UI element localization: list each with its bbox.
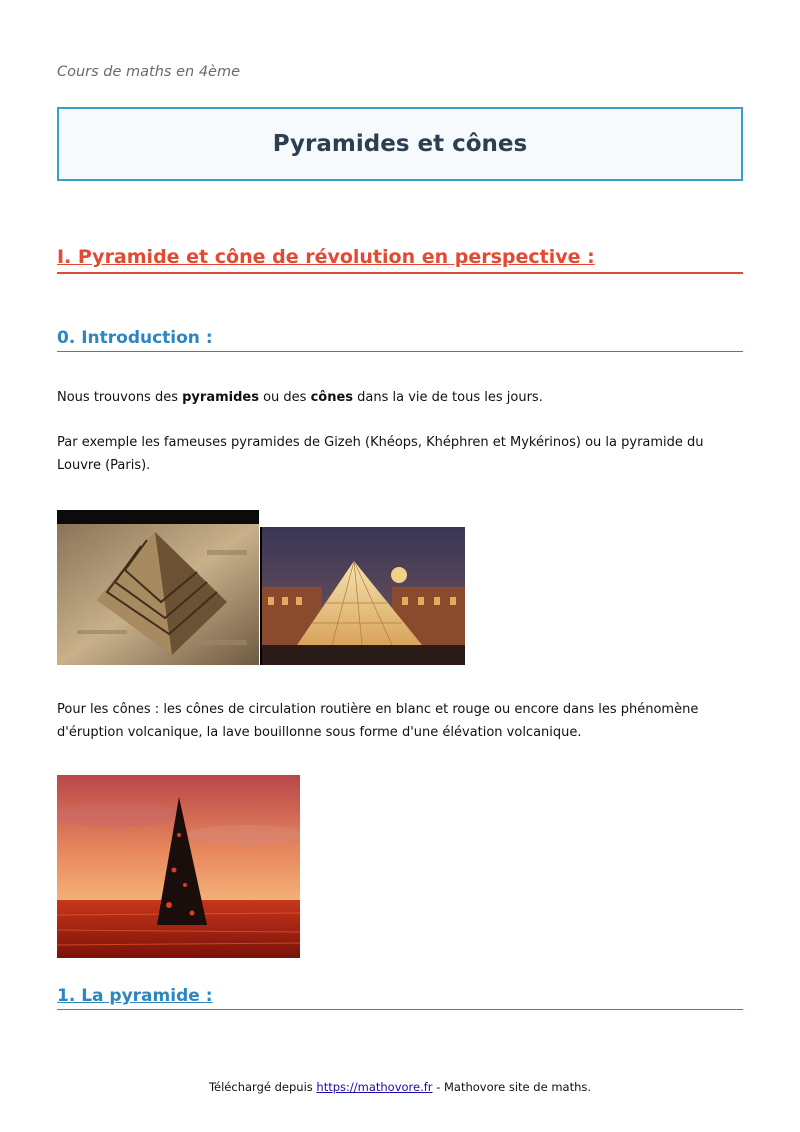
- page-title: Pyramides et cônes: [272, 131, 528, 157]
- intro-paragraph-1: [57, 386, 743, 409]
- intro-paragraph-3: Pour les cônes : les cônes de circulation routière en blanc et rouge ou encore dans les phénomène d'éruption volcanique, la lave bouillonne sous forme d'une élévation volcanique.: [57, 702, 699, 740]
- louvre-pyramid-photo: [260, 527, 465, 665]
- text: Nous trouvons des: [57, 390, 183, 405]
- volcanic-cone-photo: [57, 775, 300, 958]
- footer-prefix: Téléchargé depuis: [208, 1080, 317, 1094]
- text: ou des: [258, 390, 311, 405]
- subsection-heading-pyramid: 1. La pyramide :: [57, 986, 743, 1010]
- step-pyramid-photo: [57, 510, 259, 665]
- intro-paragraph-2: Par exemple les fameuses pyramides de Gizeh (Khéops, Khéphren et Mykérinos) ou la pyramide du Louvre (Paris).: [57, 435, 704, 473]
- title-box: [57, 107, 743, 181]
- text: dans la vie de tous les jours.: [353, 390, 543, 405]
- footer-link[interactable]: https://mathovore.fr: [316, 1080, 433, 1094]
- section-heading: I. Pyramide et cône de révolution en perspective :: [57, 246, 743, 274]
- bold-cones: cônes: [310, 390, 354, 405]
- course-label: Cours de maths en 4ème: [57, 64, 241, 80]
- subsection-heading-intro: 0. Introduction :: [57, 328, 743, 352]
- bold-pyramides: pyramides: [182, 390, 259, 405]
- footer: [0, 1080, 800, 1094]
- footer-suffix: - Mathovore site de maths.: [432, 1080, 592, 1094]
